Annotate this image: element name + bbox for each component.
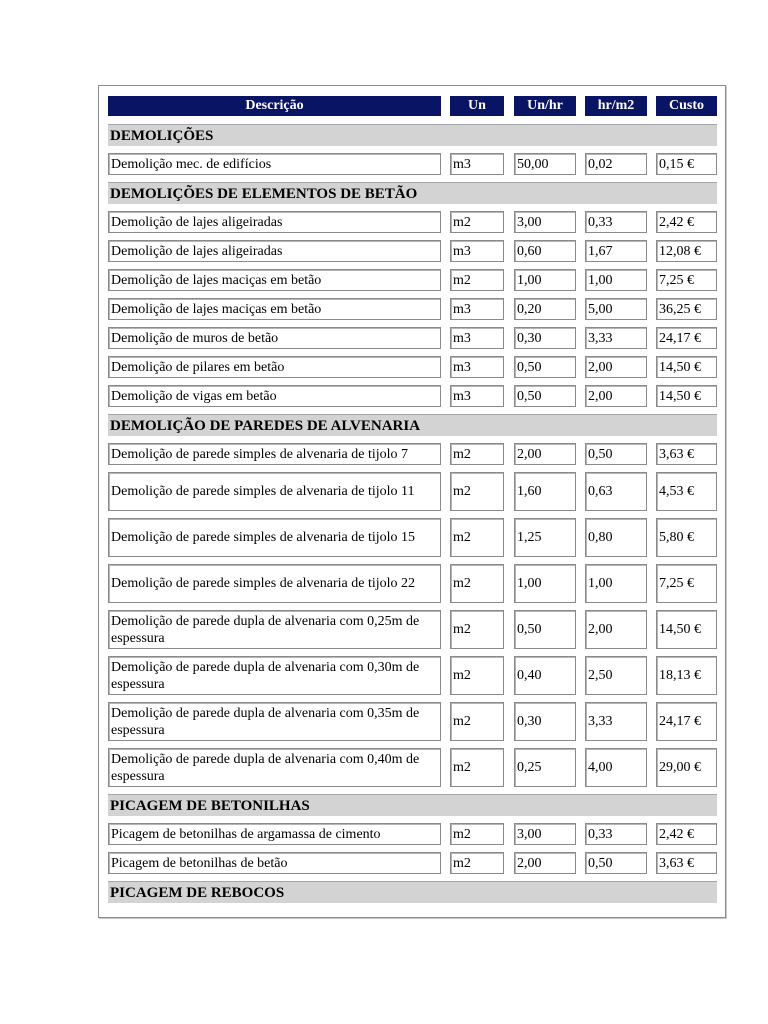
cell-unhr: 0,50 [514,356,576,378]
cell-descricao: Demolição de vigas em betão [108,385,441,407]
cell-unhr: 2,00 [514,852,576,874]
table-row [108,852,717,874]
cell-hrm2: 0,02 [585,153,647,175]
cell-custo: 14,50 € [656,385,717,407]
cell-unhr: 0,40 [514,656,576,695]
cell-un: m2 [450,702,504,741]
cell-descricao: Demolição de muros de betão [108,327,441,349]
cell-descricao: Demolição de lajes maciças em betão [108,298,441,320]
cell-unhr: 0,30 [514,327,576,349]
header-hrm2: hr/m2 [585,96,647,116]
section-header: DEMOLIÇÕES DE ELEMENTOS DE BETÃO [108,182,717,204]
cell-custo: 2,42 € [656,823,717,845]
cell-hrm2: 2,00 [585,385,647,407]
cell-hrm2: 4,00 [585,748,647,787]
section-header: PICAGEM DE REBOCOS [108,881,717,903]
table-row [108,823,717,845]
cell-unhr: 0,25 [514,748,576,787]
cell-un: m2 [450,443,504,465]
cell-descricao: Demolição de parede simples de alvenaria de tijolo 11 [108,472,441,511]
table-row [108,656,717,695]
cell-un: m3 [450,153,504,175]
cell-hrm2: 5,00 [585,298,647,320]
cell-hrm2: 1,00 [585,564,647,603]
cell-unhr: 1,25 [514,518,576,557]
header-unhr: Un/hr [514,96,576,116]
cell-custo: 3,63 € [656,852,717,874]
table-row [108,748,717,787]
cell-hrm2: 2,00 [585,610,647,649]
header-un: Un [450,96,504,116]
cell-custo: 7,25 € [656,564,717,603]
cell-un: m3 [450,327,504,349]
table-row [108,327,717,349]
cell-un: m3 [450,298,504,320]
table-header [108,96,717,116]
cell-descricao: Demolição de lajes maciças em betão [108,269,441,291]
cell-un: m2 [450,472,504,511]
cell-descricao: Picagem de betonilhas de betão [108,852,441,874]
cell-un: m2 [450,852,504,874]
cell-unhr: 0,60 [514,240,576,262]
cell-hrm2: 0,50 [585,852,647,874]
cell-hrm2: 0,80 [585,518,647,557]
cell-hrm2: 0,33 [585,823,647,845]
cell-hrm2: 0,50 [585,443,647,465]
table-row [108,153,717,175]
cell-unhr: 0,50 [514,385,576,407]
cell-descricao: Demolição de parede dupla de alvenaria com 0,35m de espessura [108,702,441,741]
cell-un: m3 [450,385,504,407]
table-row [108,610,717,649]
cell-custo: 5,80 € [656,518,717,557]
cell-custo: 12,08 € [656,240,717,262]
cell-hrm2: 3,33 [585,327,647,349]
cell-unhr: 1,60 [514,472,576,511]
table-row [108,240,717,262]
section-header: DEMOLIÇÕES [108,124,717,146]
cell-un: m2 [450,211,504,233]
cell-hrm2: 1,00 [585,269,647,291]
table-row [108,385,717,407]
cell-unhr: 0,50 [514,610,576,649]
header-custo: Custo [656,96,717,116]
table-row [108,443,717,465]
cell-unhr: 3,00 [514,823,576,845]
cell-custo: 14,50 € [656,610,717,649]
table-row [108,269,717,291]
cell-custo: 2,42 € [656,211,717,233]
cell-custo: 29,00 € [656,748,717,787]
cell-un: m2 [450,823,504,845]
cell-unhr: 1,00 [514,564,576,603]
cell-unhr: 50,00 [514,153,576,175]
cell-hrm2: 2,00 [585,356,647,378]
cell-un: m3 [450,356,504,378]
table-row [108,564,717,603]
table-row [108,472,717,511]
cell-descricao: Demolição de parede simples de alvenaria de tijolo 7 [108,443,441,465]
cell-hrm2: 0,33 [585,211,647,233]
header-descricao: Descrição [108,96,441,116]
cell-custo: 24,17 € [656,702,717,741]
cell-un: m2 [450,564,504,603]
cell-unhr: 2,00 [514,443,576,465]
table-body [108,124,717,903]
cell-descricao: Demolição de lajes aligeiradas [108,211,441,233]
cell-un: m2 [450,610,504,649]
cell-custo: 7,25 € [656,269,717,291]
table-row [108,702,717,741]
cell-un: m3 [450,240,504,262]
cell-descricao: Demolição de pilares em betão [108,356,441,378]
table-row [108,518,717,557]
cell-descricao: Demolição de lajes aligeiradas [108,240,441,262]
table-row [108,356,717,378]
cell-unhr: 0,20 [514,298,576,320]
table-row [108,211,717,233]
section-header: DEMOLIÇÃO DE PAREDES DE ALVENARIA [108,414,717,436]
cell-custo: 36,25 € [656,298,717,320]
section-header: PICAGEM DE BETONILHAS [108,794,717,816]
cell-hrm2: 0,63 [585,472,647,511]
cell-unhr: 1,00 [514,269,576,291]
cell-custo: 24,17 € [656,327,717,349]
cell-descricao: Demolição de parede simples de alvenaria de tijolo 22 [108,564,441,603]
cell-un: m2 [450,656,504,695]
cell-un: m2 [450,748,504,787]
table-row [108,298,717,320]
cell-unhr: 0,30 [514,702,576,741]
cell-custo: 14,50 € [656,356,717,378]
cell-descricao: Demolição de parede simples de alvenaria de tijolo 15 [108,518,441,557]
cell-descricao: Demolição de parede dupla de alvenaria com 0,30m de espessura [108,656,441,695]
cell-custo: 0,15 € [656,153,717,175]
cell-custo: 3,63 € [656,443,717,465]
price-table [108,96,717,910]
cell-un: m2 [450,518,504,557]
cell-un: m2 [450,269,504,291]
cell-descricao: Demolição de parede dupla de alvenaria com 0,25m de espessura [108,610,441,649]
cell-custo: 4,53 € [656,472,717,511]
cell-hrm2: 3,33 [585,702,647,741]
cell-hrm2: 1,67 [585,240,647,262]
cell-hrm2: 2,50 [585,656,647,695]
cell-descricao: Picagem de betonilhas de argamassa de cimento [108,823,441,845]
cell-descricao: Demolição de parede dupla de alvenaria com 0,40m de espessura [108,748,441,787]
cell-unhr: 3,00 [514,211,576,233]
cell-descricao: Demolição mec. de edifícios [108,153,441,175]
cell-custo: 18,13 € [656,656,717,695]
